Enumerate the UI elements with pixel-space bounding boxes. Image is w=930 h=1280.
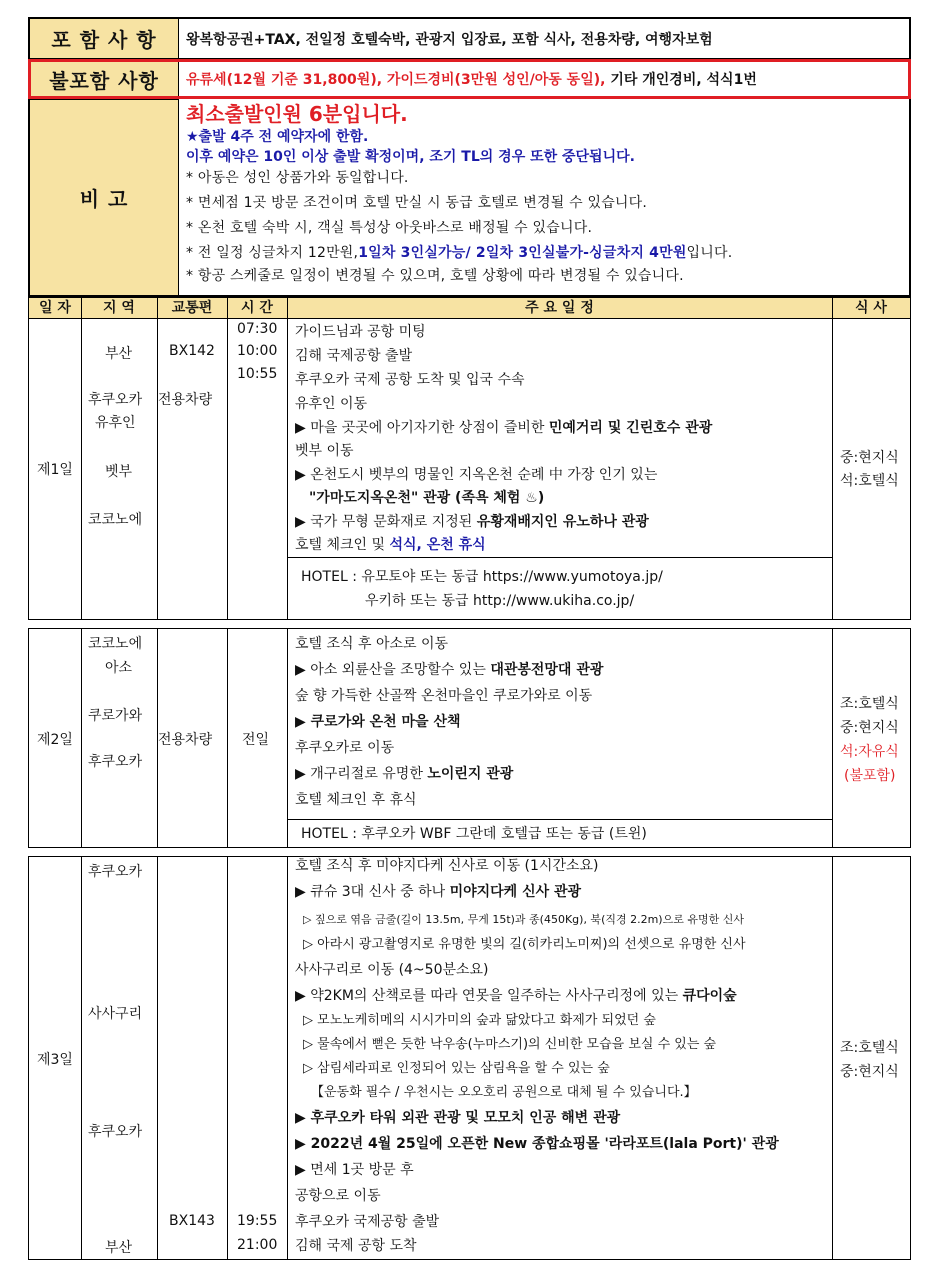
time: 전일	[242, 732, 270, 748]
schedule-line	[295, 983, 737, 1009]
region: 쿠로가와	[88, 708, 143, 724]
note-lines	[186, 101, 905, 287]
schedule-text: ▶ 약2KM의 산책로를 따라 연못을 일주하는 사사구리정에 있는	[295, 988, 679, 1004]
schedule-line: 유후인 이동	[295, 396, 368, 412]
schedule-highlight: 유황재배지인 유노하나 관광	[476, 514, 649, 530]
schedule-text: ▶ 큐슈 3대 신사 중 하나	[295, 884, 446, 900]
schedule-line: 벳부 이동	[295, 443, 354, 459]
note-4a: * 전 일정 싱글차지 12만원,	[186, 245, 359, 261]
schedule-line: 숲 향 가득한 산골짝 온천마을인 쿠로가와로 이동	[295, 688, 593, 704]
schedule-header	[28, 297, 911, 319]
note-label: 비 고	[30, 99, 179, 295]
note-item	[186, 242, 905, 264]
schedule-highlight: 미야지다케 신사 관광	[449, 884, 582, 900]
schedule-line: ▶ 면세 1곳 방문 후	[295, 1162, 414, 1178]
schedule-text: ▶ 국가 무형 문화재로 지정된	[295, 514, 473, 530]
schedule-subline: ▷ 모노노케히메의 시시가미의 숲과 닮았다고 화제가 되었던 숲	[303, 1013, 656, 1028]
note-item: * 아동은 성인 상품가와 동일합니다.	[186, 170, 409, 186]
time: 19:55	[237, 1213, 278, 1229]
schedule-line: 김해 국제공항 출발	[295, 348, 413, 364]
schedule-line: 사사구리로 이동 (4~50분소요)	[295, 962, 489, 978]
schedule-line	[295, 761, 513, 787]
hotel-box	[287, 819, 832, 849]
schedule-line	[295, 657, 603, 683]
meal: (불포함)	[844, 768, 896, 784]
schedule-highlight: 석식, 온천 휴식	[389, 537, 486, 553]
header-region: 지 역	[81, 298, 158, 318]
day1-meal-col	[832, 319, 910, 619]
region: 벳부	[105, 464, 133, 480]
schedule-line: ▶ 온천도시 벳부의 명물인 지옥온천 순례 中 가장 인기 있는	[295, 467, 658, 483]
time: 10:00	[237, 343, 278, 359]
schedule-line: 호텔 조식 후 아소로 이동	[295, 636, 449, 652]
header-transport: 교통편	[157, 298, 228, 318]
schedule-highlight: 대관봉전망대 관광	[490, 662, 604, 678]
day2-transport-col	[157, 629, 228, 847]
schedule-text: ▶ 아소 외륜산을 조망할수 있는	[295, 662, 486, 678]
schedule-subline: 【운동화 필수 / 우천시는 오오호리 공원으로 대체 될 수 있습니다.】	[311, 1085, 697, 1100]
excluded-fuel: 유류세(12월 기준 31,800원),	[186, 72, 383, 88]
excluded-guide: 가이드경비(3만원 성인/아동 동일),	[386, 72, 606, 88]
schedule-highlight: 큐다이숲	[682, 988, 737, 1004]
note-item: * 온천 호텔 숙박 시, 객실 특성상 아웃바스로 배정될 수 있습니다.	[186, 220, 593, 236]
day1-table	[28, 318, 911, 620]
meal: 중:현지식	[840, 720, 899, 736]
day2-schedule-col	[287, 629, 833, 847]
meal: 조:호텔식	[840, 696, 899, 712]
schedule-line	[295, 532, 486, 558]
note-star: ★출발 4주 전 예약자에 한함.	[186, 129, 369, 145]
day-label: 제1일	[37, 462, 73, 478]
day2-region-col	[81, 629, 158, 847]
header-date: 일 자	[29, 298, 82, 318]
note-row	[30, 99, 909, 295]
day2-meal-col	[832, 629, 910, 847]
excluded-text	[186, 59, 905, 99]
note-item: * 항공 스케줄로 일정이 변경될 수 있으며, 호텔 상황에 따라 변경될 수 있습니다.	[186, 268, 684, 284]
region: 부산	[105, 1240, 133, 1256]
region: 후쿠오카	[88, 392, 143, 408]
schedule-highlight: ▶ 쿠로가와 온천 마을 산책	[295, 714, 461, 730]
schedule-subline: ▷ 삼림세라피로 인정되어 있는 삼림욕을 할 수 있는 숲	[303, 1061, 610, 1076]
schedule-highlight: 민예거리 및 긴린호수 관광	[548, 420, 713, 436]
excluded-row	[30, 59, 909, 99]
transport: 전용차량	[158, 732, 213, 748]
day2-time-col	[227, 629, 288, 847]
excluded-rest: 기타 개인경비, 석식1번	[610, 72, 757, 88]
day3-date-col	[29, 857, 82, 1259]
schedule-subline: ▷ 아라시 광고촬영지로 유명한 빛의 길(히카리노미찌)의 선셋으로 유명한 신사	[303, 937, 746, 952]
note-4c: 입니다.	[686, 245, 733, 261]
note-after: 이후 예약은 10인 이상 출발 확정이며, 조기 TL의 경우 또한 중단됩니다.	[186, 149, 635, 165]
meal: 조:호텔식	[840, 1040, 899, 1056]
region: 코코노에	[88, 636, 143, 652]
time: 07:30	[237, 321, 278, 337]
meal: 석:자유식	[840, 744, 899, 760]
region: 후쿠오카	[88, 754, 143, 770]
info-box	[28, 17, 911, 297]
schedule-text: 호텔 체크인 및	[295, 537, 386, 553]
schedule-highlight: ▶ 2022년 4월 25일에 오픈한 New 종합쇼핑몰 '라라포트(lala Port)' 관광	[295, 1136, 779, 1152]
day2-table	[28, 628, 911, 848]
meal: 중:현지식	[840, 450, 899, 466]
day1-schedule-col	[287, 319, 833, 619]
schedule-text: ▶ 개구리절로 유명한	[295, 766, 423, 782]
day3-region-col	[81, 857, 158, 1259]
schedule-line: 후쿠오카 국제 공항 도착 및 입국 수속	[295, 372, 525, 388]
region: 아소	[105, 660, 133, 676]
day3-transport-col	[157, 857, 228, 1259]
schedule-highlight: "가마도지옥온천" 관광 (족욕 체험 ♨)	[309, 490, 545, 506]
note-4b: 1일차 3인실가능/ 2일차 3인실불가-싱글차지 4만원	[358, 245, 687, 261]
schedule-subline: ▷ 물속에서 뻗은 듯한 낙우송(누마스기)의 신비한 모습을 보실 수 있는 숲	[303, 1037, 717, 1052]
transport: 전용차량	[158, 392, 213, 408]
schedule-line: 호텔 체크인 후 휴식	[295, 792, 417, 808]
schedule-highlight: 노이린지 관광	[427, 766, 514, 782]
day3-table	[28, 856, 911, 1260]
day3-meal-col	[832, 857, 910, 1259]
day2-date-col	[29, 629, 82, 847]
day1-time-col	[227, 319, 288, 619]
hotel-line: HOTEL : 유모토야 또는 동급 https://www.yumotoya.jp/	[301, 569, 663, 585]
excluded-label: 불포함 사항	[30, 59, 179, 99]
schedule-highlight: ▶ 후쿠오카 타워 외관 관광 및 모모치 인공 해변 관광	[295, 1110, 621, 1126]
schedule-line: 김해 국제 공항 도착	[295, 1238, 417, 1254]
hotel-line: 우키하 또는 동급 http://www.ukiha.co.jp/	[365, 593, 635, 609]
time: 10:55	[237, 366, 278, 382]
meal: 중:현지식	[840, 1064, 899, 1080]
region: 후쿠오카	[88, 1124, 143, 1140]
header-time: 시 간	[227, 298, 288, 318]
schedule-line: 공항으로 이동	[295, 1188, 381, 1204]
day3-schedule-col	[287, 857, 833, 1259]
region: 후쿠오카	[88, 864, 143, 880]
schedule-line: 호텔 조식 후 미야지다케 신사로 이동 (1시간소요)	[295, 858, 599, 874]
schedule-text: ▶ 마을 곳곳에 아기자기한 상점이 즐비한	[295, 420, 545, 436]
day-label: 제3일	[37, 1052, 73, 1068]
note-min-people: 최소출발인원 6분입니다.	[186, 102, 408, 126]
region: 사사구리	[88, 1006, 143, 1022]
schedule-subline: ▷ 짚으로 엮음 금줄(길이 13.5m, 무게 15t)과 종(450Kg), 북(직경 2.2m)으로 유명한 신사	[303, 913, 744, 926]
day3-time-col	[227, 857, 288, 1259]
day-label: 제2일	[37, 732, 73, 748]
included-row	[30, 19, 909, 59]
included-text: 왕복항공권+TAX, 전일정 호텔숙박, 관광지 입장료, 포함 식사, 전용차량, 여행자보험	[186, 31, 713, 48]
flight-code: BX142	[169, 343, 215, 359]
region: 코코노에	[88, 512, 143, 528]
header-schedule: 주 요 일 정	[287, 298, 833, 318]
meal: 석:호텔식	[840, 473, 899, 489]
day1-region-col	[81, 319, 158, 619]
time: 21:00	[237, 1237, 278, 1253]
day1-transport-col	[157, 319, 228, 619]
included-label: 포 함 사 항	[30, 19, 179, 58]
region: 부산	[105, 346, 133, 362]
flight-code: BX143	[169, 1213, 215, 1229]
note-item: * 면세점 1곳 방문 조건이며 호텔 만실 시 동급 호텔로 변경될 수 있습니다.	[186, 195, 648, 211]
schedule-line: 가이드님과 공항 미팅	[295, 324, 426, 340]
header-meals: 식 사	[855, 300, 887, 316]
day1-date-col	[29, 319, 82, 619]
schedule-line	[295, 415, 712, 441]
schedule-line	[295, 879, 581, 905]
schedule-line: 후쿠오카 국제공항 출발	[295, 1214, 440, 1230]
schedule-line: 후쿠오카로 이동	[295, 740, 395, 756]
region: 유후인	[95, 415, 136, 431]
hotel-line: HOTEL : 후쿠오카 WBF 그란데 호텔급 또는 동급 (트윈)	[301, 826, 647, 842]
hotel-box	[287, 557, 832, 621]
